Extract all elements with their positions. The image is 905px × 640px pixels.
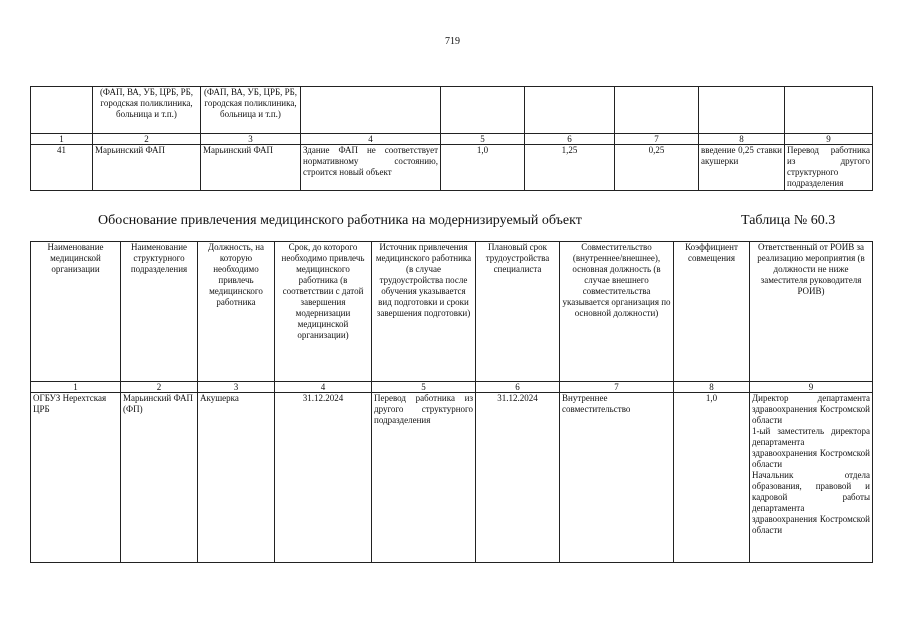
header-cell: Источник привлечения медицинского работника (в случае трудоустройства после обучения указывается вид подготовки и сроки завершения подготовки): [372, 242, 476, 382]
column-number: 7: [615, 134, 699, 145]
column-number: 9: [750, 382, 873, 393]
reason-cell: Здание ФАП не соответствует нормативному состоянию, строится новый объект: [301, 145, 441, 191]
main-data-row: [31, 393, 873, 563]
header-cell: Совместительство (внутреннее/внешнее), основная должность (в случае внешнего совместительства указывается организация по основной должности): [560, 242, 674, 382]
column-number: 4: [301, 134, 441, 145]
top-header-cell: [525, 87, 615, 134]
column-number: 5: [441, 134, 525, 145]
top-header-row: [31, 87, 873, 134]
table-caption: Обоснование привлечения медицинского работника на модернизируемый объект: [98, 213, 582, 228]
column-number: 9: [785, 134, 873, 145]
facility-cell: Марьинский ФАП: [93, 145, 201, 191]
deadline-cell: 31.12.2024: [275, 393, 372, 563]
column-number: 8: [699, 134, 785, 145]
source-cell: Перевод работника из другого структурного подразделения: [372, 393, 476, 563]
combination-cell: Внутреннее совместительство: [560, 393, 674, 563]
responsible-cell: [750, 393, 873, 563]
column-number: 2: [93, 134, 201, 145]
column-number: 3: [201, 134, 301, 145]
page-number: 719: [445, 36, 460, 47]
responsible-line: 1-ый заместитель директора департамента здравоохранения Костромской области: [752, 426, 870, 469]
top-header-cell: [615, 87, 699, 134]
main-number-row: [31, 382, 873, 393]
header-cell: Срок, до которого необходимо привлечь медицинского работника (в соответствии с датой завершения модернизации медицинской организации): [275, 242, 372, 382]
top-header-cell: [441, 87, 525, 134]
responsible-line: Начальник отдела образования, правовой и кадровой работы департамента здравоохранения Костромской области: [752, 470, 870, 535]
top-data-row: [31, 145, 873, 191]
main-header-row: [31, 242, 873, 382]
main-table: [30, 241, 873, 563]
top-header-cell: [785, 87, 873, 134]
organization-cell: ОГБУЗ Нерехтская ЦРБ: [31, 393, 121, 563]
top-header-cell: (ФАП, ВА, УБ, ЦРБ, РБ, городская поликлиника, больница и т.п.): [93, 87, 201, 134]
column-number: 6: [525, 134, 615, 145]
top-header-cell: [699, 87, 785, 134]
top-header-cell: [31, 87, 93, 134]
top-table: [30, 86, 873, 191]
column-number: 1: [31, 134, 93, 145]
column-number: 7: [560, 382, 674, 393]
header-cell: Наименование медицинской организации: [31, 242, 121, 382]
responsible-line: Директор департамента здравоохранения Костромской области: [752, 393, 870, 425]
value-cell: 1,0: [441, 145, 525, 191]
header-cell: Ответственный от РОИВ за реализацию мероприятия (в должности не ниже заместителя руководителя РОИВ): [750, 242, 873, 382]
measure-cell: введение 0,25 ставки акушерки: [699, 145, 785, 191]
transfer-cell: Перевод работника из другого структурного подразделения: [785, 145, 873, 191]
top-header-cell: [301, 87, 441, 134]
unit-cell: Марьинский ФАП (ФП): [121, 393, 198, 563]
column-number: 3: [198, 382, 275, 393]
coefficient-cell: 1,0: [674, 393, 750, 563]
plan-date-cell: 31.12.2024: [476, 393, 560, 563]
row-number: 41: [31, 145, 93, 191]
top-header-cell: (ФАП, ВА, УБ, ЦРБ, РБ, городская поликлиника, больница и т.п.): [201, 87, 301, 134]
facility-cell: Марьинский ФАП: [201, 145, 301, 191]
column-number: 8: [674, 382, 750, 393]
column-number: 6: [476, 382, 560, 393]
value-cell: 1,25: [525, 145, 615, 191]
header-cell: Плановый срок трудоустройства специалиста: [476, 242, 560, 382]
column-number: 1: [31, 382, 121, 393]
column-number: 2: [121, 382, 198, 393]
column-number: 4: [275, 382, 372, 393]
column-number: 5: [372, 382, 476, 393]
header-cell: Наименование структурного подразделения: [121, 242, 198, 382]
header-cell: Коэффициент совмещения: [674, 242, 750, 382]
table-number: Таблица № 60.3: [741, 213, 836, 228]
top-number-row: [31, 134, 873, 145]
position-cell: Акушерка: [198, 393, 275, 563]
value-cell: 0,25: [615, 145, 699, 191]
header-cell: Должность, на которую необходимо привлечь медицинского работника: [198, 242, 275, 382]
